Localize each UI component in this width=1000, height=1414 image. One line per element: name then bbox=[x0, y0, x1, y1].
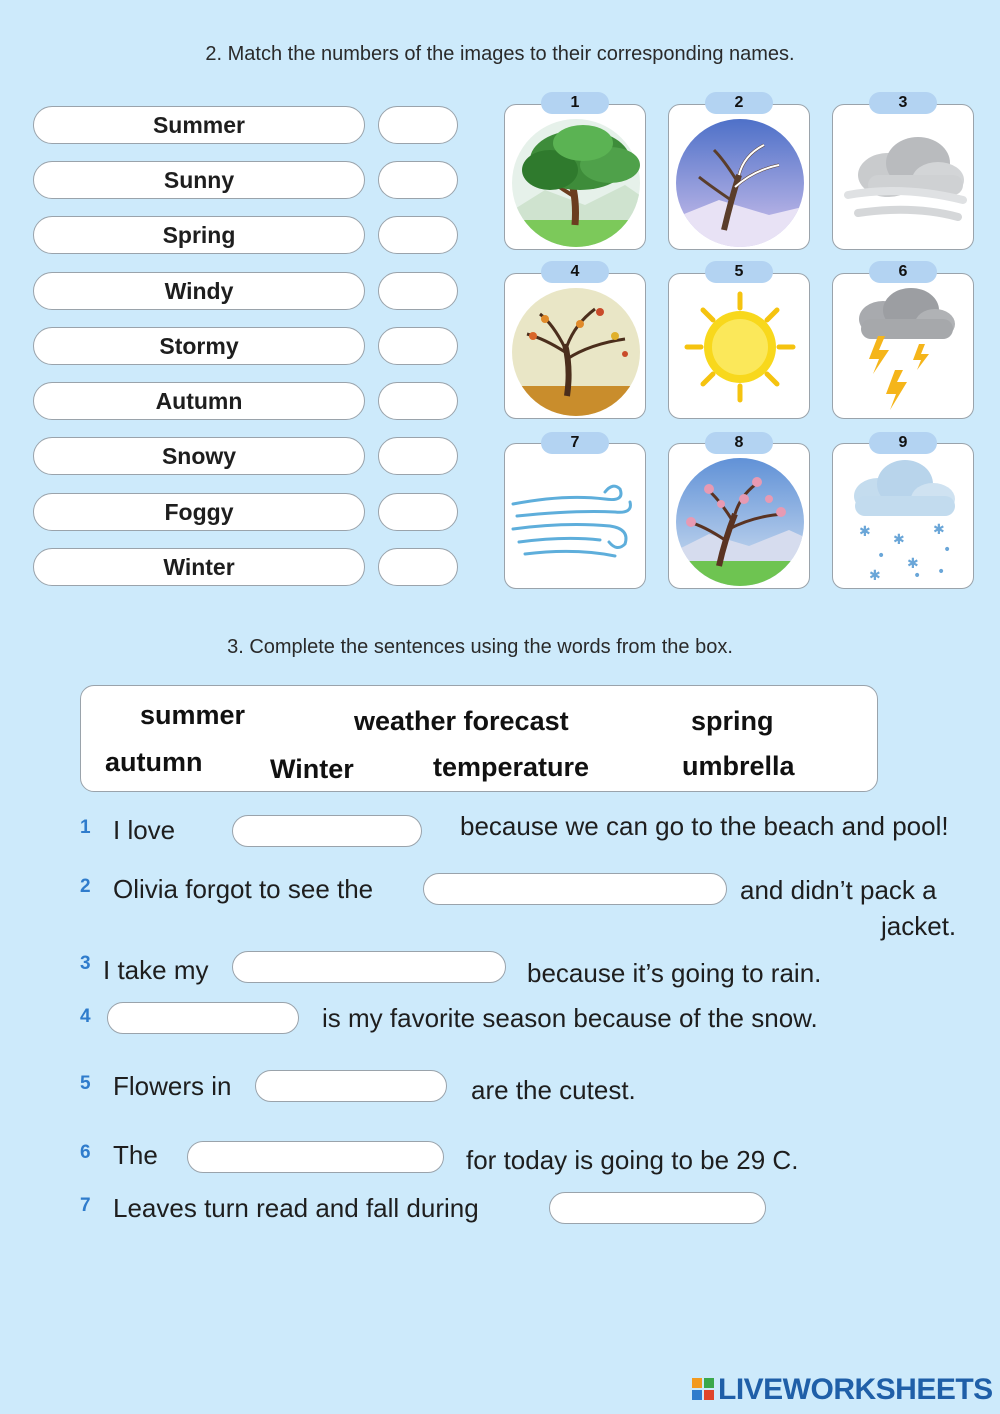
blank-input-7[interactable] bbox=[549, 1192, 766, 1224]
image-number-5: 5 bbox=[705, 261, 773, 283]
sentence-4-end: is my favorite season because of the snow. bbox=[322, 1003, 818, 1033]
answer-input-snowy[interactable] bbox=[378, 437, 458, 475]
image-number-1: 1 bbox=[541, 92, 609, 114]
sentence-2-continued: jacket. bbox=[881, 911, 957, 941]
sentence-6-start: The bbox=[113, 1140, 158, 1170]
section2-instruction: 2. Match the numbers of the images to their corresponding names. bbox=[205, 43, 795, 65]
sentence-6-end: for today is going to be 29 C. bbox=[466, 1145, 799, 1175]
sentence-3-start: I take my bbox=[103, 955, 209, 985]
word-stormy: Stormy bbox=[33, 327, 365, 365]
sentence-number-3: 3 bbox=[80, 953, 91, 974]
sentence-number-1: 1 bbox=[80, 817, 91, 838]
svg-text:✱: ✱ bbox=[859, 524, 871, 540]
image-card-9 bbox=[832, 443, 974, 589]
answer-input-summer[interactable] bbox=[378, 106, 458, 144]
sentence-number-5: 5 bbox=[80, 1073, 91, 1094]
image-number-4: 4 bbox=[541, 261, 609, 283]
liveworksheets-brand: LIVEWORKSHEETS bbox=[718, 1373, 993, 1406]
word-foggy: Foggy bbox=[33, 493, 365, 531]
sentence-1-end: because we can go to the beach and pool! bbox=[460, 811, 949, 841]
answer-input-winter[interactable] bbox=[378, 548, 458, 586]
sentence-number-7: 7 bbox=[80, 1195, 91, 1216]
image-number-2: 2 bbox=[705, 92, 773, 114]
section3-instruction: 3. Complete the sentences using the words from the box. bbox=[227, 636, 733, 658]
image-card-8 bbox=[668, 443, 810, 589]
answer-input-autumn[interactable] bbox=[378, 382, 458, 420]
answer-input-foggy[interactable] bbox=[378, 493, 458, 531]
sentence-1-start: I love bbox=[113, 815, 176, 845]
snow-cloud-icon bbox=[833, 444, 975, 590]
blank-input-4[interactable] bbox=[107, 1002, 299, 1034]
bank-word-autumn: autumn bbox=[105, 747, 203, 777]
sentence-2-start: Olivia forgot to see the bbox=[113, 874, 374, 904]
summer-tree-icon bbox=[505, 105, 647, 251]
blank-input-1[interactable] bbox=[232, 815, 422, 847]
answer-input-windy[interactable] bbox=[378, 272, 458, 310]
sentence-3-end: because it’s going to rain. bbox=[527, 958, 822, 988]
svg-text:•: • bbox=[937, 564, 946, 580]
word-winter: Winter bbox=[33, 548, 365, 586]
blank-input-2[interactable] bbox=[423, 873, 727, 905]
svg-text:✱: ✱ bbox=[933, 522, 945, 538]
word-windy: Windy bbox=[33, 272, 365, 310]
svg-text:•: • bbox=[943, 542, 952, 558]
liveworksheets-logo-icon bbox=[692, 1378, 716, 1402]
image-card-4 bbox=[504, 273, 646, 419]
word-sunny: Sunny bbox=[33, 161, 365, 199]
bank-word-spring: spring bbox=[691, 706, 774, 736]
sentence-2-end: and didn’t pack a bbox=[740, 875, 937, 905]
word-autumn: Autumn bbox=[33, 382, 365, 420]
sentence-number-2: 2 bbox=[80, 876, 91, 897]
blank-input-5[interactable] bbox=[255, 1070, 447, 1102]
winter-tree-icon bbox=[669, 105, 811, 251]
sentence-number-6: 6 bbox=[80, 1142, 91, 1163]
image-card-5 bbox=[668, 273, 810, 419]
bank-word-summer: summer bbox=[140, 700, 246, 730]
spring-tree-icon bbox=[669, 444, 811, 590]
answer-input-sunny[interactable] bbox=[378, 161, 458, 199]
svg-text:✱: ✱ bbox=[907, 556, 919, 572]
image-card-7 bbox=[504, 443, 646, 589]
image-card-2 bbox=[668, 104, 810, 250]
bank-word-umbrella: umbrella bbox=[682, 751, 795, 781]
bank-word-temperature: temperature bbox=[433, 752, 590, 782]
image-number-3: 3 bbox=[869, 92, 937, 114]
autumn-tree-icon bbox=[505, 274, 647, 420]
image-number-8: 8 bbox=[705, 432, 773, 454]
blank-input-3[interactable] bbox=[232, 951, 506, 983]
sentence-number-4: 4 bbox=[80, 1006, 91, 1027]
sentence-7-start: Leaves turn read and fall during bbox=[113, 1193, 479, 1223]
wind-icon bbox=[505, 444, 647, 590]
image-card-3 bbox=[832, 104, 974, 250]
svg-text:•: • bbox=[913, 568, 922, 584]
bank-word-weather-forecast: weather forecast bbox=[354, 706, 569, 736]
blank-input-6[interactable] bbox=[187, 1141, 444, 1173]
image-card-1 bbox=[504, 104, 646, 250]
word-bank bbox=[80, 685, 878, 792]
sun-icon bbox=[669, 274, 811, 420]
answer-input-stormy[interactable] bbox=[378, 327, 458, 365]
storm-cloud-icon bbox=[833, 274, 975, 420]
word-spring: Spring bbox=[33, 216, 365, 254]
svg-text:•: • bbox=[877, 548, 886, 564]
bank-word-winter: Winter bbox=[270, 754, 354, 784]
svg-text:✱: ✱ bbox=[893, 532, 905, 548]
word-snowy: Snowy bbox=[33, 437, 365, 475]
answer-input-spring[interactable] bbox=[378, 216, 458, 254]
image-card-6 bbox=[832, 273, 974, 419]
image-number-9: 9 bbox=[869, 432, 937, 454]
fog-cloud-icon bbox=[833, 105, 975, 251]
sentence-5-end: are the cutest. bbox=[471, 1075, 636, 1105]
sentence-5-start: Flowers in bbox=[113, 1071, 232, 1101]
image-number-6: 6 bbox=[869, 261, 937, 283]
word-summer: Summer bbox=[33, 106, 365, 144]
svg-text:✱: ✱ bbox=[869, 568, 881, 584]
image-number-7: 7 bbox=[541, 432, 609, 454]
